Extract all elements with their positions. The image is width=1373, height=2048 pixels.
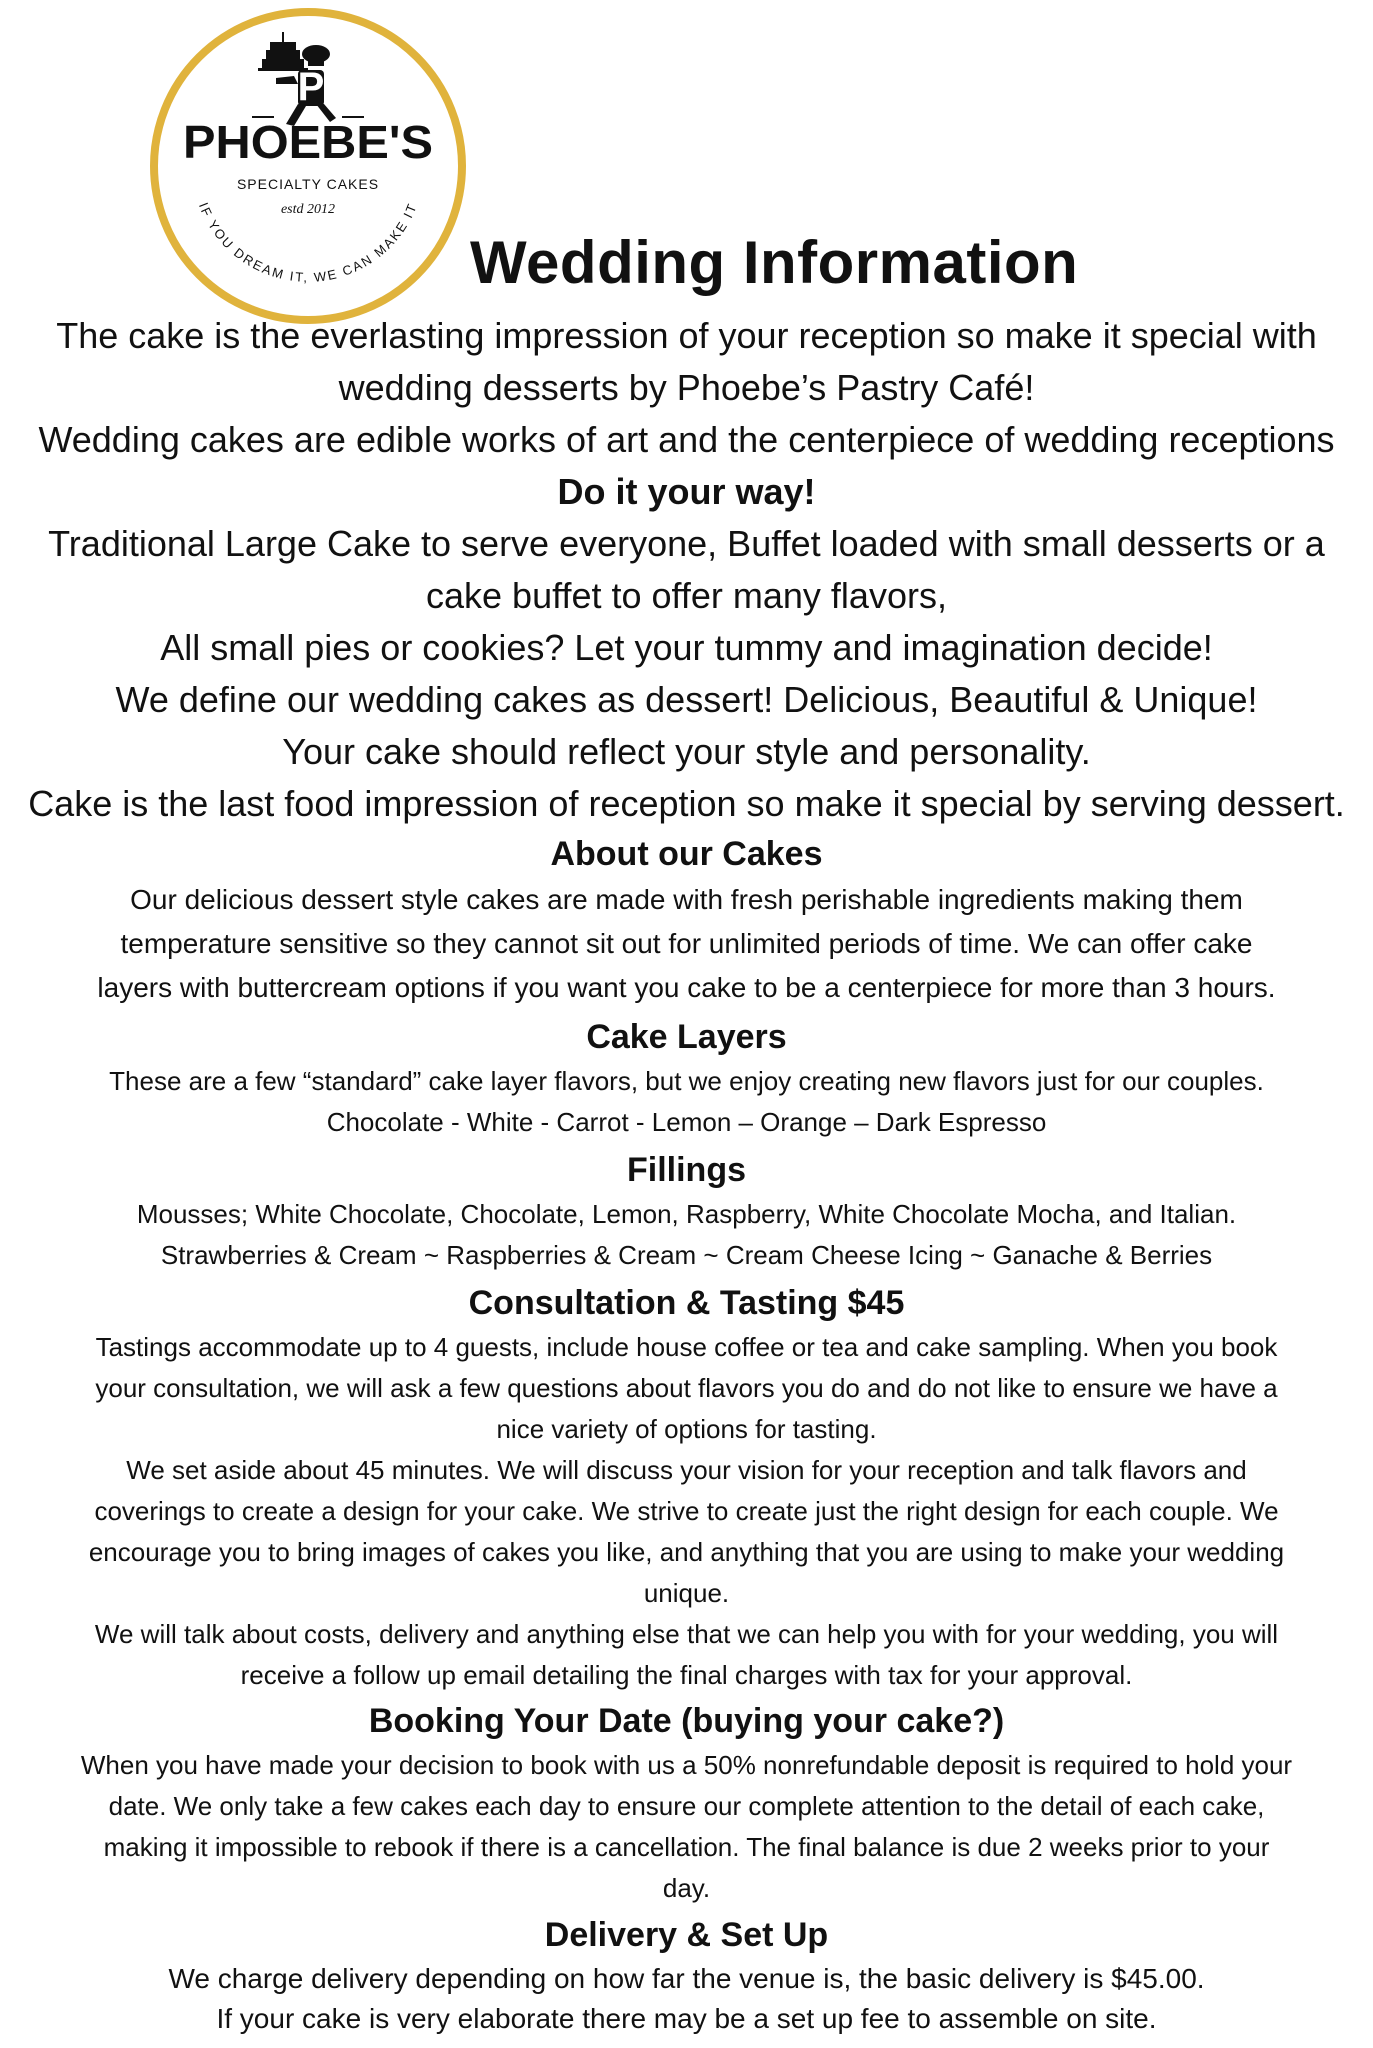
- consultation-section: [0, 1279, 1373, 1696]
- intro-line-emphasis: Do it your way!: [557, 471, 816, 512]
- delivery-section: [0, 1911, 1373, 2039]
- delivery-line: If your cake is very elaborate there may be a set up fee to assemble on site.: [216, 2003, 1157, 2034]
- intro-line: The cake is the everlasting impression of your reception so make it special with: [56, 315, 1317, 356]
- consultation-line: nice variety of options for tasting.: [496, 1414, 877, 1444]
- about-heading: About our Cakes: [550, 835, 823, 873]
- booking-line: date. We only take a few cakes each day to ensure our complete attention to the detail of each cake,: [108, 1791, 1265, 1821]
- consultation-line: coverings to create a design for your cake. We strive to create just the right design for each couple. We: [94, 1496, 1279, 1526]
- intro-line: Traditional Large Cake to serve everyone, Buffet loaded with small desserts or a: [48, 523, 1325, 564]
- about-line: temperature sensitive so they cannot sit out for unlimited periods of time. We can offer cake: [120, 928, 1253, 959]
- fillings-section: [0, 1146, 1373, 1276]
- layers-line: These are a few “standard” cake layer flavors, but we enjoy creating new flavors just for our couples.: [109, 1066, 1264, 1096]
- consultation-heading: Consultation & Tasting $45: [468, 1284, 905, 1322]
- about-line: Our delicious dessert style cakes are made with fresh perishable ingredients making them: [130, 884, 1243, 915]
- intro-line: Wedding cakes are edible works of art and the centerpiece of wedding receptions: [38, 419, 1335, 460]
- fillings-heading: Fillings: [627, 1151, 746, 1189]
- delivery-heading: Delivery & Set Up: [544, 1916, 829, 1954]
- logo-letter: P: [297, 65, 325, 109]
- page-title: Wedding Information: [470, 229, 1079, 296]
- phoebes-logo: [148, 6, 468, 326]
- intro-line: cake buffet to offer many flavors,: [426, 575, 947, 616]
- about-section: [0, 830, 1373, 1010]
- consultation-line: unique.: [643, 1578, 730, 1608]
- delivery-line: We charge delivery depending on how far the venue is, the basic delivery is $45.00.: [168, 1963, 1205, 1994]
- logo-tagline: IF YOU DREAM IT, WE CAN MAKE IT: [195, 200, 421, 285]
- logo-brand: PHOEBE'S: [183, 116, 433, 168]
- logo-subtitle: SPECIALTY CAKES: [236, 176, 380, 192]
- booking-section: [0, 1697, 1373, 1909]
- booking-line: day.: [662, 1873, 711, 1903]
- intro-line: wedding desserts by Phoebe’s Pastry Café!: [338, 367, 1035, 408]
- intro-line: We define our wedding cakes as dessert! Delicious, Beautiful & Unique!: [115, 679, 1258, 720]
- logo-emblem: [148, 6, 468, 326]
- intro-section: [0, 310, 1373, 830]
- consultation-line: encourage you to bring images of cakes you like, and anything that you are using to make your wedding: [88, 1537, 1285, 1567]
- consultation-line: receive a follow up email detailing the final charges with tax for your approval.: [240, 1660, 1133, 1690]
- fillings-line: Mousses; White Chocolate, Chocolate, Lemon, Raspberry, White Chocolate Mocha, and Italian.: [136, 1199, 1237, 1229]
- fillings-line: Strawberries & Cream ~ Raspberries & Cream ~ Cream Cheese Icing ~ Ganache & Berries: [160, 1240, 1213, 1270]
- layers-heading: Cake Layers: [586, 1018, 787, 1056]
- about-line: layers with buttercream options if you want you cake to be a centerpiece for more than 3 hours.: [97, 972, 1276, 1003]
- consultation-line: Tastings accommodate up to 4 guests, include house coffee or tea and cake sampling. When you book: [95, 1332, 1278, 1362]
- logo-established: estd 2012: [280, 202, 336, 217]
- intro-line: Your cake should reflect your style and personality.: [282, 731, 1091, 772]
- layers-section: [0, 1013, 1373, 1143]
- layers-flavors: Chocolate - White - Carrot - Lemon – Orange – Dark Espresso: [326, 1107, 1047, 1137]
- consultation-line: We will talk about costs, delivery and anything else that we can help you with for your wedding, you will: [94, 1619, 1279, 1649]
- booking-line: When you have made your decision to book with us a 50% nonrefundable deposit is required to hold your: [80, 1750, 1293, 1780]
- consultation-line: your consultation, we will ask a few questions about flavors you do and do not like to ensure we have a: [95, 1373, 1278, 1403]
- intro-line: Cake is the last food impression of reception so make it special by serving dessert.: [28, 783, 1345, 824]
- booking-line: making it impossible to rebook if there is a cancellation. The final balance is due 2 weeks prior to your: [103, 1832, 1270, 1862]
- booking-heading: Booking Your Date (buying your cake?): [368, 1702, 1005, 1740]
- intro-line: All small pies or cookies? Let your tummy and imagination decide!: [160, 627, 1213, 668]
- consultation-line: We set aside about 45 minutes. We will discuss your vision for your reception and talk flavors and: [126, 1455, 1247, 1485]
